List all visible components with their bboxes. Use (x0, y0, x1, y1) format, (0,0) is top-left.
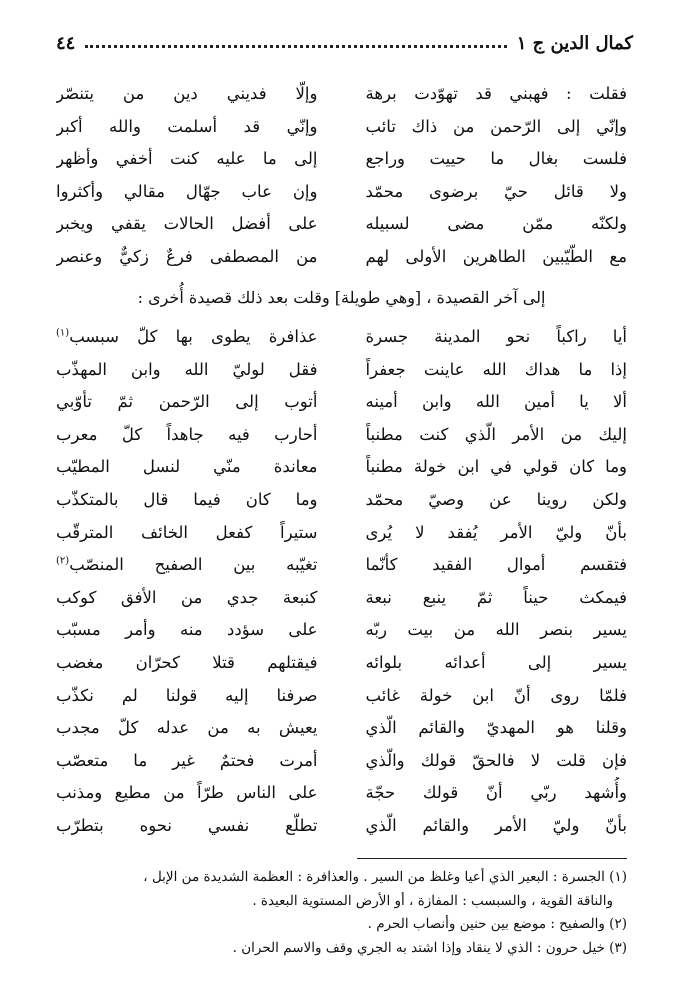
verse-first-hemistich: إذا ما هداك الله عاينت جعفراً (365, 359, 627, 379)
verse-first-hemistich: فإن قلت لا فالحقّ قولك والّذي (365, 750, 627, 770)
verse-second-hemistich: صرفنا إليه قولنا لم نكذّب (56, 685, 318, 705)
footnote-separator (357, 858, 627, 859)
verse-first-hemistich: أيا راكباً نحو المدينة جسرة (365, 327, 627, 346)
verse-first-hemistich: بأنّ وليّ الأمر والقائم الّذي (365, 815, 627, 835)
footnote-2: (٢) والصفيح : موضع بين حنين وأنصاب الحرم . (367, 916, 627, 932)
running-title: كمال الدين ج ١ (516, 32, 633, 54)
verse-first-hemistich: ولا قائل حيّ برضوى محمّد (365, 181, 627, 201)
verse-first-hemistich: يسير إلى أعدائه بلوائه (365, 652, 627, 672)
footnote-3: (٣) خيل حرون : الذي لا ينقاد وإذا اشتد به الجري وقف والاسم الحران . (232, 939, 627, 956)
poem-block-1 (56, 78, 627, 274)
verse-first-hemistich: فلمّا روى أنّ ابن خولة غائب (365, 685, 627, 705)
header-dot-leader (85, 39, 506, 48)
verse-second-hemistich: أحارب فيه جاهداً كلّ معرب (56, 424, 318, 444)
verse-second-hemistich: على الناس طرّاً من مطيع ومذنب (56, 783, 318, 803)
verse-second-hemistich: كنبعة جدي من الأفق كوكب (56, 587, 318, 607)
hemistich-text: عذافرة يطوى بها كلّ سبسب (69, 327, 318, 346)
verse-first-hemistich: وإنّي إلى الرّحمن من ذاك تائب (365, 116, 627, 136)
verse-second-hemistich (56, 549, 318, 582)
verse-first-hemistich: وما كان قولي في ابن خولة مطنباً (365, 457, 627, 477)
verse-second-hemistich: معاندة منّي لنسل المطيّب (56, 457, 318, 477)
footnote-1-continued: والناقة القوية ، والسبسب : المفازة ، أو الأرض المستوية البعيدة . (252, 892, 613, 909)
poem-block-2 (56, 321, 627, 843)
prose-line: إلى آخر القصيدة ، [وهي طويلة] وقلت بعد ذلك قصيدة أُخرى : (137, 288, 546, 307)
verse-second-hemistich: أمرت فحتمٌ غير ما متعصّب (56, 750, 318, 770)
footnotes (56, 866, 627, 960)
footnote-marker[interactable]: (١) (56, 327, 70, 339)
verse-first-hemistich: يسير بنصر الله من بيت ربّه (365, 620, 627, 640)
verse-first-hemistich: فلست بغال ما حييت وراجع (365, 149, 627, 169)
verse-first-hemistich: فقلت : فهبني قد تهوّدت برهة (365, 84, 627, 103)
verse-second-hemistich (56, 321, 318, 354)
verse-first-hemistich: وأُشهد ربّي أنّ قولك حجّة (365, 783, 627, 803)
page-header (56, 30, 633, 56)
footnote-1: (١) الجسرة : البعير الذي أعيا وغلظ من السير . والعذافرة : العظمة الشديدة من الإبل ، (143, 869, 627, 885)
verse-first-hemistich: مع الطّيّبين الطاهرين الأولى لهم (365, 246, 627, 266)
verse-second-hemistich: أتوب إلى الرّحمن ثمّ تأوّبي (56, 392, 318, 412)
verse-second-hemistich: فقل لوليّ الله وابن المهذّب (56, 359, 318, 379)
verse-first-hemistich: فتقسم أموال الفقيد كأنّما (365, 555, 627, 575)
verse-second-hemistich: على أفضل الحالات يقفي ويخبر (56, 214, 318, 234)
verse-second-hemistich: يعيش به من عدله كلّ مجدب (56, 718, 318, 738)
verse-first-hemistich: وقلنا هو المهديّ والقائم الّذي (365, 718, 627, 738)
verse-second-hemistich: وإلّا فديني دين من يتنصّر (56, 84, 318, 103)
hemistich-text: تغيّبه بين الصفيح المنصّب (69, 555, 318, 575)
page-number: ٤٤ (56, 32, 76, 54)
verse-second-hemistich: ستيراً كفعل الخائف المترقّب (56, 522, 318, 542)
verse-second-hemistich: وما كان فيما قال بالمتكذّب (56, 489, 318, 509)
verse-first-hemistich: ولكن روينا عن وصيّ محمّد (365, 489, 627, 509)
footnote-marker[interactable]: (٢) (56, 555, 70, 567)
verse-second-hemistich: من المصطفى فرعٌ زكيٌّ وعنصر (56, 246, 318, 266)
verse-second-hemistich: على سؤدد منه وأمر مسبّب (56, 620, 318, 640)
verse-first-hemistich: ألا يا أمين الله وابن أمينه (365, 392, 627, 412)
verse-first-hemistich: إليك من الأمر الّذي كنت مطنباً (365, 424, 627, 444)
verse-second-hemistich: إلى ما عليه كنت أخفي وأظهر (56, 149, 318, 169)
verse-second-hemistich: وإنّي قد أسلمت والله أكبر (56, 116, 318, 136)
verse-first-hemistich: ولكنّه ممّن مضى لسبيله (365, 214, 627, 234)
verse-first-hemistich: بأنّ وليّ الأمر يُفقد لا يُرى (365, 522, 627, 542)
verse-second-hemistich: تطلّع نفسي نحوه بتطرّب (56, 815, 318, 835)
verse-first-hemistich: فيمكث حيناً ثمّ ينبع نبعة (365, 587, 627, 607)
verse-second-hemistich: وإن عاب جهّال مقالي وأكثروا (56, 181, 318, 201)
verse-second-hemistich: فيقتلهم قتلا كحرّان مغضب (56, 652, 318, 672)
